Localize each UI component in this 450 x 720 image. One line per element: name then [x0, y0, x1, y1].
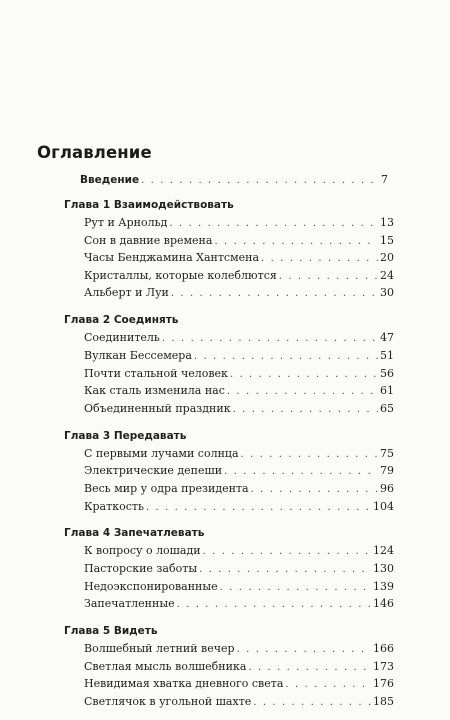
dot-leader: [253, 694, 371, 712]
dot-leader: [199, 561, 371, 579]
toc-page-number: 130: [373, 562, 394, 576]
toc-entry-title: Объединенный праздник: [84, 401, 231, 415]
toc-entry-title: С первыми лучами солнца: [84, 446, 239, 460]
toc-page-number: 185: [373, 695, 394, 709]
toc-page-number: 56: [380, 366, 394, 380]
toc-entry-title: Волшебный летний вечер: [84, 642, 235, 656]
toc-entry: [84, 640, 394, 658]
chapter-title: Глава 4 Запечатлевать: [64, 527, 205, 540]
toc-entry: [84, 560, 394, 578]
chapter-entries: [64, 445, 394, 515]
toc-chapter: [64, 524, 394, 612]
toc-page-number: 173: [373, 659, 394, 673]
toc-entry-title: Введение: [80, 174, 140, 186]
chapter-title: Глава 5 Видеть: [64, 625, 158, 638]
dot-leader: [169, 215, 378, 233]
toc-entry: [84, 347, 394, 365]
toc-heading: Оглавление: [37, 143, 152, 162]
toc-entry-title: Часы Бенджамина Хантсмена: [84, 251, 260, 265]
toc-page-number: 13: [380, 216, 394, 229]
dot-leader: [237, 641, 371, 659]
chapter-title: Глава 1 Взаимодействовать: [64, 199, 234, 211]
dot-leader: [285, 676, 371, 694]
chapter-entries: [64, 640, 394, 710]
toc-page-number: 7: [381, 173, 388, 186]
toc-entry: [84, 329, 394, 347]
toc-entry: [84, 675, 394, 693]
toc-page-number: 24: [380, 268, 394, 282]
toc-page-number: 139: [373, 579, 394, 593]
toc-entry: [84, 578, 394, 596]
toc-entry: [84, 365, 394, 383]
toc-entry-title: Сон в давние времена: [84, 233, 213, 247]
dot-leader: [279, 268, 378, 286]
toc-page-number: 51: [380, 348, 394, 362]
toc-entry-title: Невидимая хватка дневного света: [84, 677, 284, 691]
dot-leader: [214, 233, 378, 251]
toc-entry-title: Недоэкспонированные: [84, 579, 218, 593]
toc-page-number: 146: [373, 597, 394, 611]
dot-leader: [162, 330, 378, 348]
dot-leader: [227, 383, 378, 401]
chapter-entries: [64, 329, 394, 417]
toc-entry-intro: [80, 171, 388, 189]
toc-entry-title: Светлая мысль волшебника: [84, 659, 247, 673]
dot-leader: [220, 579, 371, 597]
toc-entry-title: Светлячок в угольной шахте: [84, 695, 252, 709]
toc-page-number: 47: [380, 331, 394, 345]
toc-entry: [84, 498, 394, 516]
dot-leader: [146, 499, 371, 517]
toc-entry-title: Вулкан Бессемера: [84, 348, 192, 362]
dot-leader: [224, 463, 378, 481]
toc-entry: [84, 382, 394, 400]
toc-page-number: 20: [380, 251, 394, 265]
toc-chapters: [64, 196, 394, 720]
toc-entry-title: Почти стальной человек: [84, 366, 228, 380]
toc-page-number: 176: [373, 677, 394, 691]
toc-entry-title: Краткость: [84, 499, 144, 513]
toc-entry: [84, 542, 394, 560]
chapter-entries: [64, 542, 394, 612]
dot-leader: [203, 543, 371, 561]
toc-chapter: [64, 196, 394, 302]
dot-leader: [261, 250, 378, 268]
dot-leader: [233, 401, 378, 419]
toc-page-number: 61: [380, 384, 394, 398]
toc-entry: [84, 232, 394, 250]
toc-page-number: 124: [373, 544, 394, 558]
toc-entry: [84, 693, 394, 711]
dot-leader: [241, 446, 378, 464]
toc-page-number: 104: [373, 499, 394, 513]
dot-leader: [171, 285, 378, 303]
chapter-title: Глава 3 Передавать: [64, 429, 187, 442]
toc-entry: [84, 214, 394, 232]
toc-chapter: [64, 311, 394, 417]
chapter-entries: [64, 214, 394, 302]
toc-entry-title: Весь мир у одра президента: [84, 481, 249, 495]
toc-chapter: [64, 622, 394, 710]
toc-entry: [84, 480, 394, 498]
toc-entry-title: Альберт и Луи: [84, 286, 169, 300]
toc-entry: [84, 267, 394, 285]
toc-entry: [84, 284, 394, 302]
toc-page-number: 15: [380, 233, 394, 247]
toc-entry-title: Рут и Арнольд: [84, 216, 168, 229]
toc-page-number: 65: [380, 401, 394, 415]
toc-entry-title: Пасторские заботы: [84, 562, 198, 576]
toc-entry: [84, 400, 394, 418]
dot-leader: [251, 481, 378, 499]
toc-page-number: 30: [380, 286, 394, 300]
dot-leader: [177, 596, 371, 614]
toc-page-number: 96: [380, 481, 394, 495]
toc-entry-title: Электрические депеши: [84, 464, 223, 478]
toc-entry: [84, 595, 394, 613]
chapter-title: Глава 2 Соединять: [64, 314, 179, 327]
toc-intro: [80, 171, 388, 189]
toc-entry: [84, 445, 394, 463]
toc-page-number: 166: [373, 642, 394, 656]
toc-entry: [84, 462, 394, 480]
dot-leader: [230, 366, 378, 384]
toc-entry-title: К вопросу о лошади: [84, 544, 201, 558]
toc-page-number: 75: [380, 446, 394, 460]
toc-entry-title: Запечатленные: [84, 597, 175, 611]
toc-chapter: [64, 427, 394, 515]
toc-entry-title: Кристаллы, которые колеблются: [84, 268, 277, 282]
dot-leader: [248, 659, 371, 677]
toc-entry: [84, 658, 394, 676]
toc-page-number: 79: [380, 464, 394, 478]
toc-entry: [84, 249, 394, 267]
toc-entry-title: Как сталь изменила нас: [84, 384, 225, 398]
dot-leader: [194, 348, 378, 366]
dot-leader: [141, 172, 379, 190]
toc-entry-title: Соединитель: [84, 331, 160, 345]
